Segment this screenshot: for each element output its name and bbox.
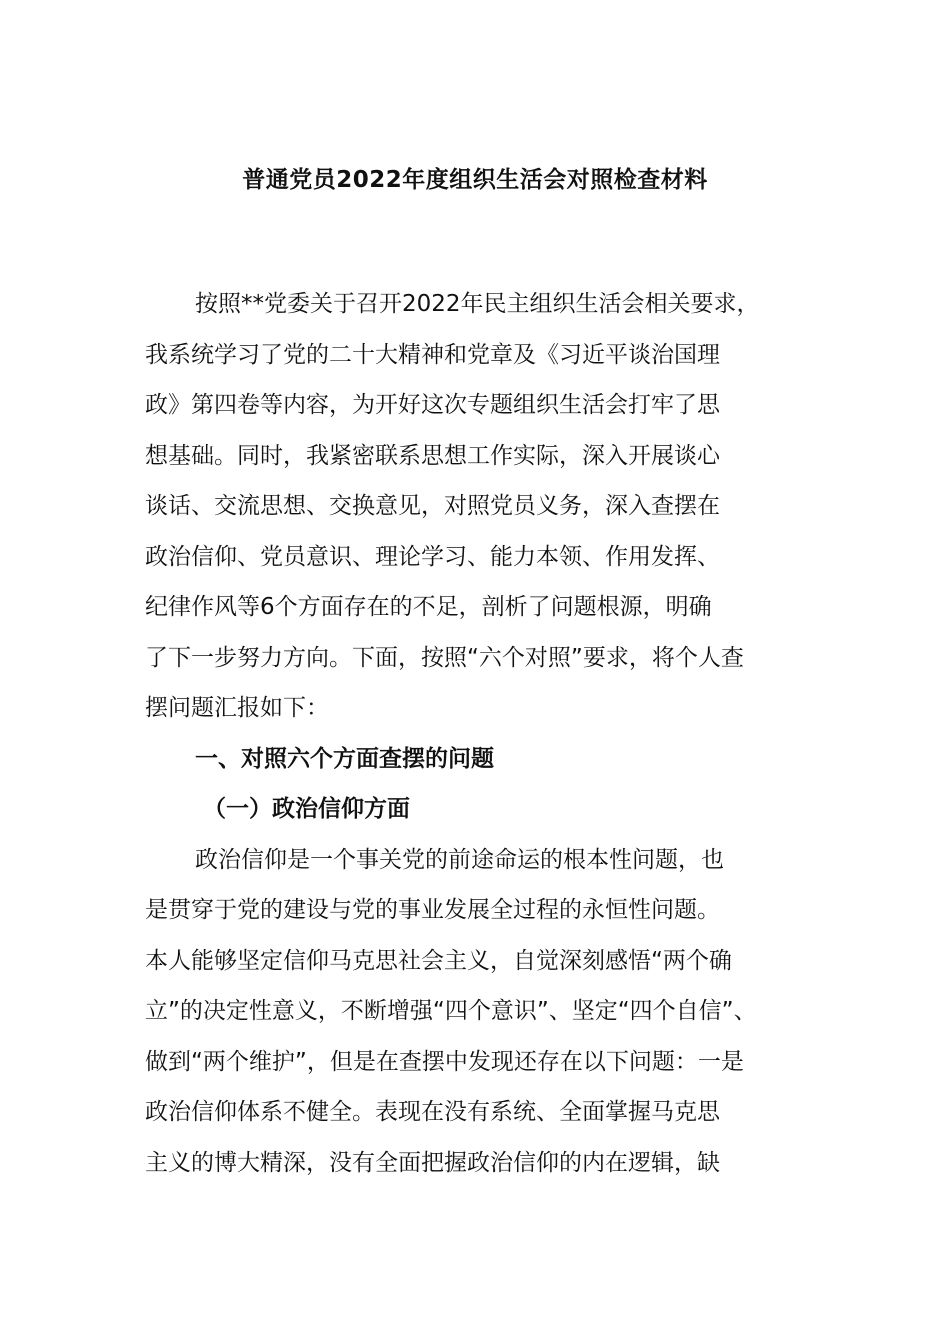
paragraph-line: 主义的博大精深，没有全面把握政治信仰的内在逻辑，缺 — [145, 1149, 720, 1176]
section-heading: 一、对照六个方面查摆的问题 — [195, 745, 494, 772]
paragraph-line: 本人能够坚定信仰马克思社会主义，自觉深刻感悟“两个确 — [145, 947, 732, 974]
paragraph-line: 政》第四卷等内容，为开好这次专题组织生活会打牢了思 — [145, 392, 720, 418]
paragraph-line: 谈话、交流思想、交换意见，对照党员义务，深入查摆在 — [145, 493, 720, 519]
document-body — [145, 279, 845, 1188]
paragraph-line: 是贯穿于党的建设与党的事业发展全过程的永恒性问题。 — [145, 897, 720, 923]
paragraph-line: 想基础。同时，我紧密联系思想工作实际，深入开展谈心 — [145, 442, 720, 469]
paragraph-line: 立”的决定性意义，不断增强“四个意识”、坚定“四个自信”、 — [145, 998, 757, 1024]
paragraph-line: 做到“两个维护”，但是在查摆中发现还存在以下问题：一是 — [145, 1048, 744, 1075]
paragraph-line: 政治信仰、党员意识、理论学习、能力本领、作用发挥、 — [145, 543, 720, 570]
paragraph-line: 了下一步努力方向。下面，按照“六个对照”要求，将个人查 — [145, 644, 744, 671]
subsection-heading: （一）政治信仰方面 — [203, 796, 410, 822]
document-title: 普通党员2022年度组织生活会对照检查材料 — [242, 167, 708, 193]
paragraph-line: 摆问题汇报如下： — [145, 695, 329, 721]
paragraph-line: 按照**党委关于召开2022年民主组织生活会相关要求， — [195, 291, 760, 317]
paragraph-line: 纪律作风等6个方面存在的不足，剖析了问题根源，明确 — [145, 594, 712, 620]
paragraph-line: 政治信仰体系不健全。表现在没有系统、全面掌握马克思 — [145, 1099, 720, 1125]
paragraph-line: 我系统学习了党的二十大精神和党章及《习近平谈治国理 — [145, 341, 720, 368]
paragraph-line: 政治信仰是一个事关党的前途命运的根本性问题，也 — [195, 846, 724, 873]
